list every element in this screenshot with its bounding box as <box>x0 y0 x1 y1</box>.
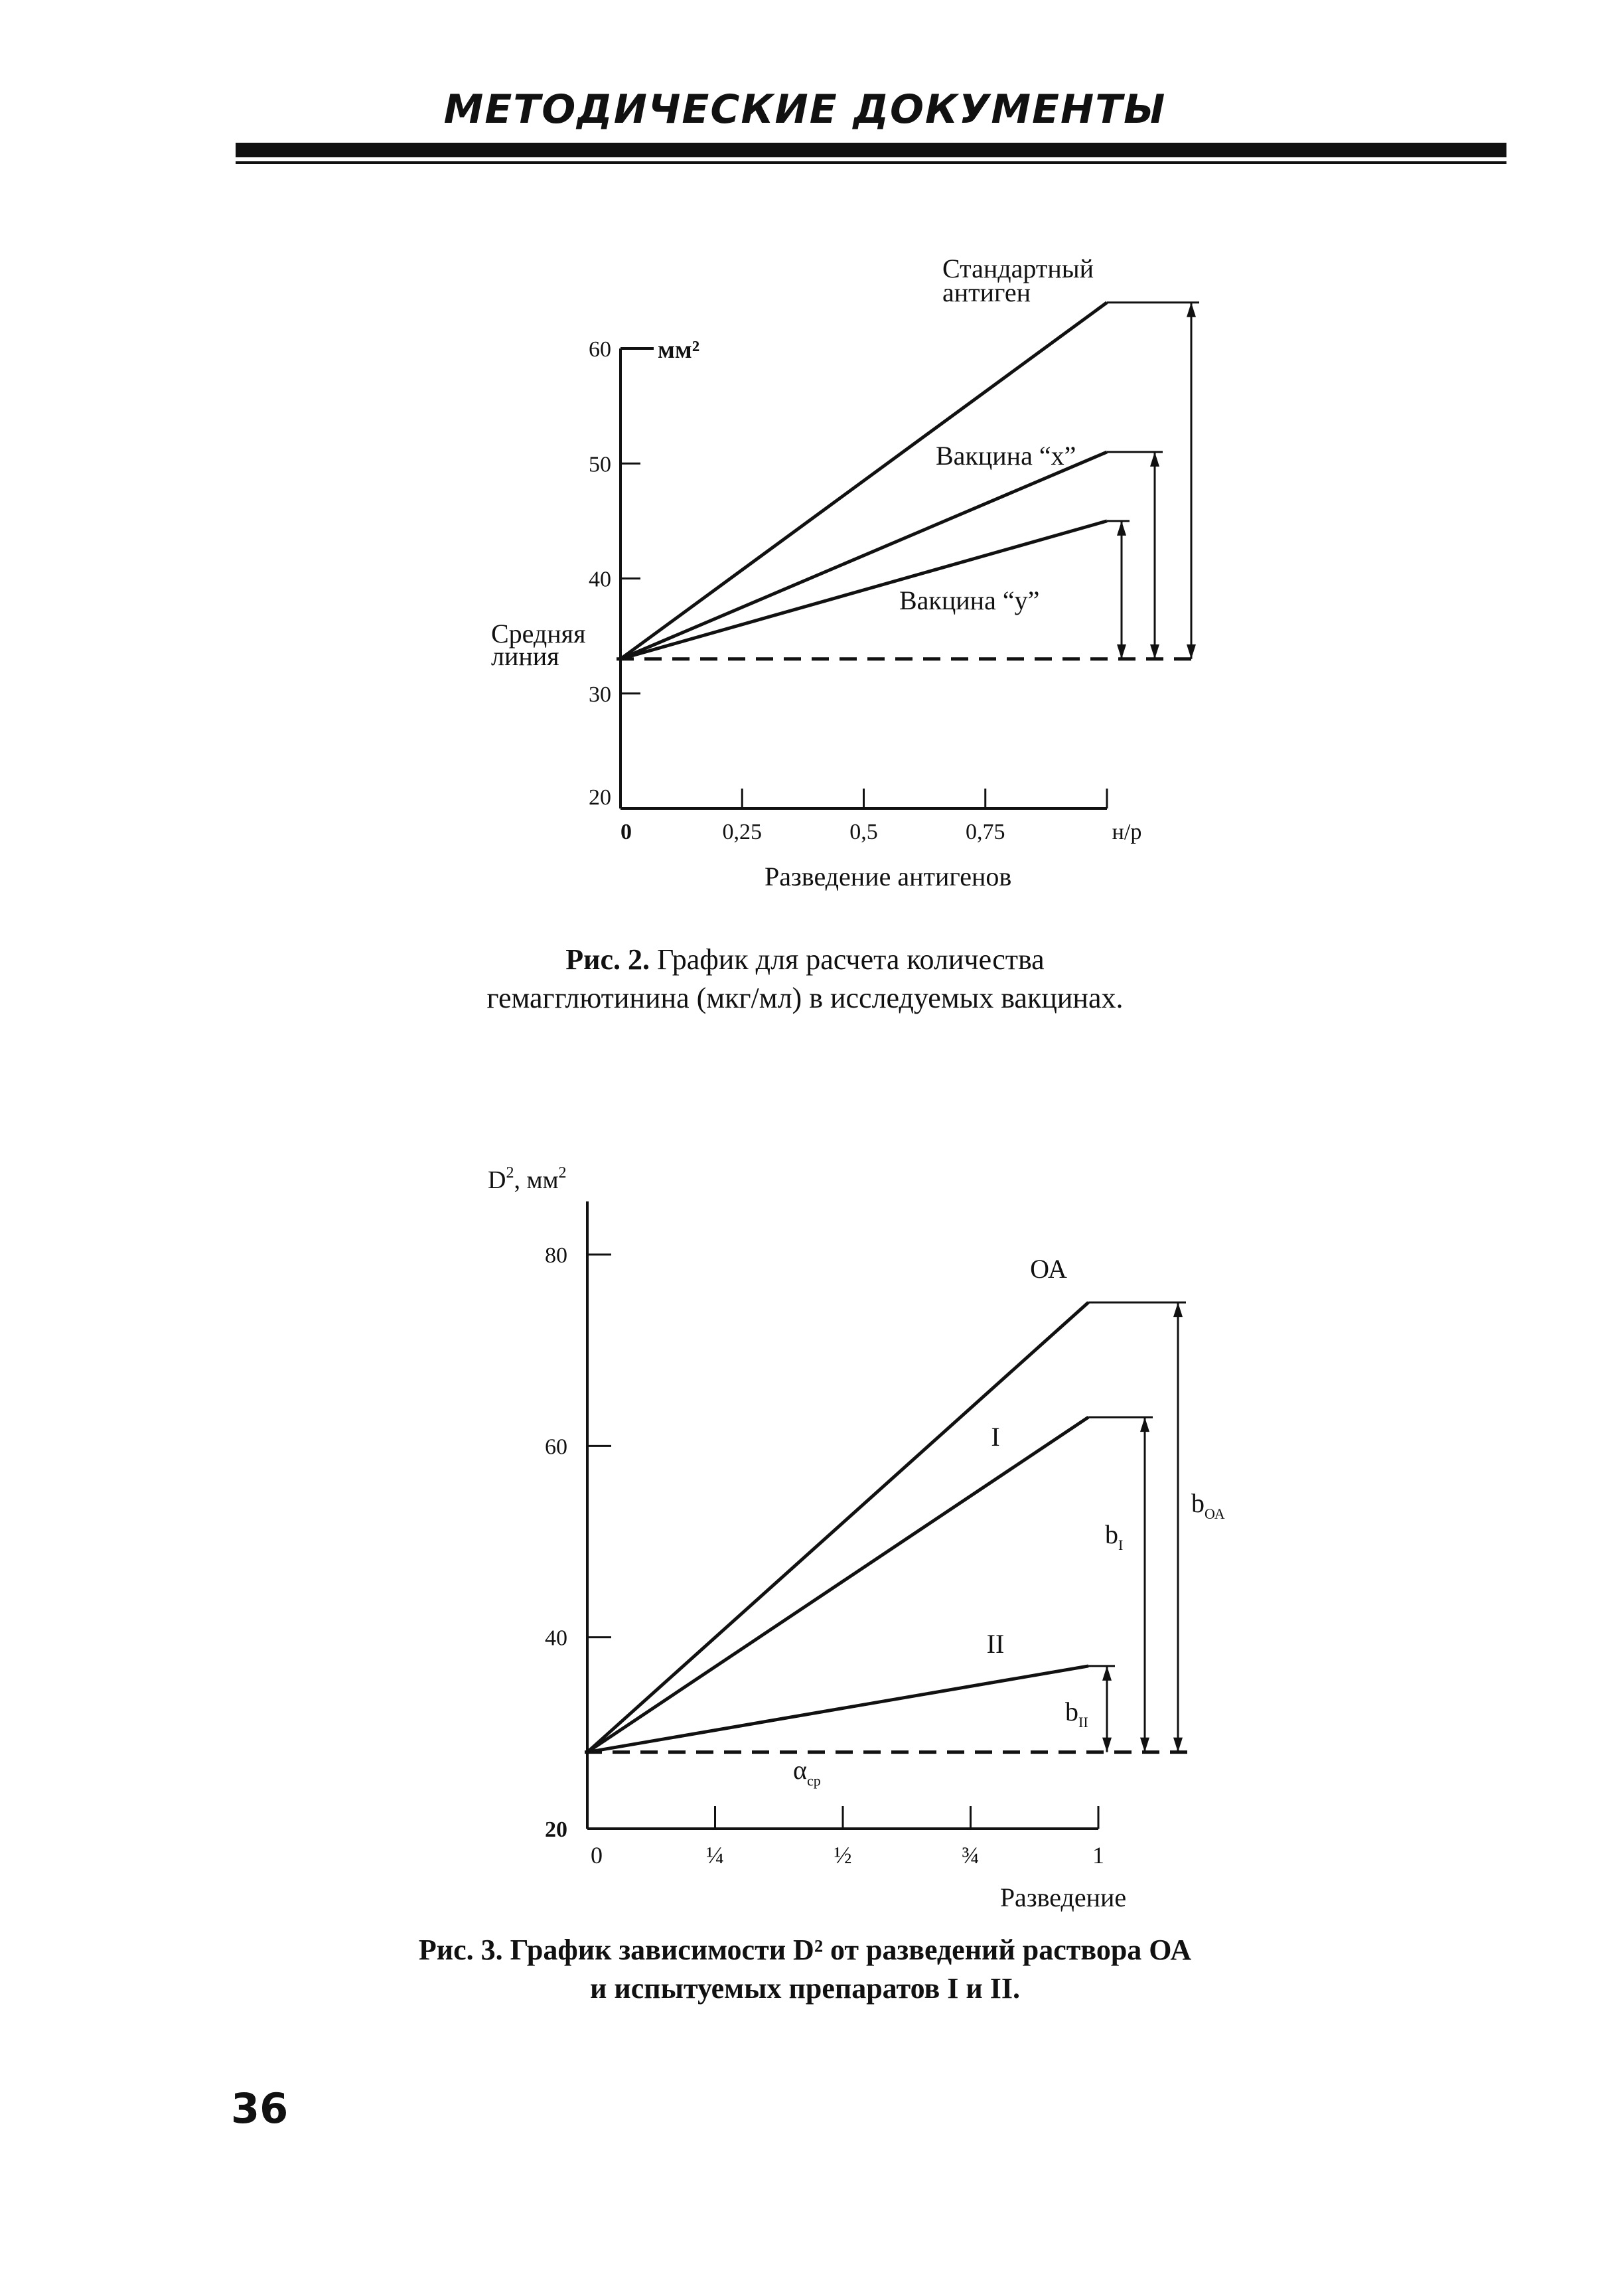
figure-3-caption <box>0 1932 1610 1969</box>
series-difference-arrow-head-bottom <box>1173 1738 1183 1752</box>
x-tick-label: 0 <box>621 820 632 844</box>
figure-3-caption-line1: График зависимости D² от разведений раствора ОА <box>510 1934 1192 1966</box>
figure-3-caption-label: Рис. 3. <box>418 1934 503 1966</box>
series-line <box>587 1666 1088 1752</box>
y-axis-unit: мм² <box>658 336 700 364</box>
x-tick-label: 0,5 <box>849 820 878 844</box>
y-tick-label: 40 <box>545 1626 567 1651</box>
x-tick-label: н/р <box>1112 820 1142 844</box>
y-tick-label: 60 <box>589 337 611 362</box>
series-line <box>587 1417 1088 1752</box>
y-tick-label: 30 <box>589 682 611 707</box>
bracket-label: $b_{ОА}$ <box>1191 1488 1225 1522</box>
x-tick-label: 0,75 <box>966 820 1005 844</box>
series-line <box>587 1302 1088 1752</box>
figure-3-caption-line2: и испытуемых препаратов I и II. <box>590 1972 1020 2005</box>
y-tick-label: 20 <box>589 785 611 810</box>
bracket-label: $b_I$ <box>1105 1519 1124 1553</box>
figure-2-caption-line1: График для расчета количества <box>657 943 1045 976</box>
y-tick-label: 20 <box>545 1817 567 1842</box>
x-tick-label: ½ <box>834 1842 852 1869</box>
page-number: 36 <box>231 2084 289 2133</box>
x-tick-label: ¼ <box>706 1842 724 1869</box>
series-label: II <box>986 1629 1005 1659</box>
series-label: Стандартный антиген <box>942 254 1094 307</box>
y-tick-label: 40 <box>589 567 611 592</box>
series-difference-arrow-head-top <box>1102 1666 1112 1681</box>
series-label: Вакцина “х” <box>936 441 1076 471</box>
series-difference-arrow-head-top <box>1173 1302 1183 1317</box>
y-tick-label: 80 <box>545 1243 567 1268</box>
series-label: Вакцина “у” <box>899 585 1040 615</box>
x-axis-label: Разведение антигенов <box>764 862 1012 891</box>
x-tick-label: 0 <box>591 1842 603 1869</box>
running-header-title: МЕТОДИЧЕСКИЕ ДОКУМЕНТЫ <box>443 86 1167 133</box>
series-difference-arrow-head-top <box>1140 1417 1149 1432</box>
figure-2-caption-label: Рис. 2. <box>565 943 650 976</box>
series-label: I <box>991 1422 1000 1452</box>
x-tick-label: 1 <box>1092 1842 1104 1869</box>
bracket-label: $b_{II}$ <box>1065 1697 1088 1730</box>
series-label: ОА <box>1030 1254 1067 1284</box>
y-tick-label: 60 <box>545 1434 567 1460</box>
baseline-label: Средняя линия <box>491 619 586 671</box>
x-axis-label: Разведение <box>999 1882 1127 1912</box>
series-difference-arrow-head-bottom <box>1102 1738 1112 1752</box>
x-tick-label: 0,25 <box>722 820 762 844</box>
figure-2-caption-line2: гемагглютинина (мкг/мл) в исследуемых вакцинах. <box>486 982 1124 1014</box>
y-tick-label: 50 <box>589 452 611 477</box>
y-axis-label: $D^2$, $мм^2$ <box>488 1164 567 1194</box>
x-tick-label: ¾ <box>962 1842 980 1869</box>
baseline-label: $\alpha_{ср}$ <box>793 1755 821 1789</box>
series-difference-arrow-head-bottom <box>1140 1738 1149 1752</box>
